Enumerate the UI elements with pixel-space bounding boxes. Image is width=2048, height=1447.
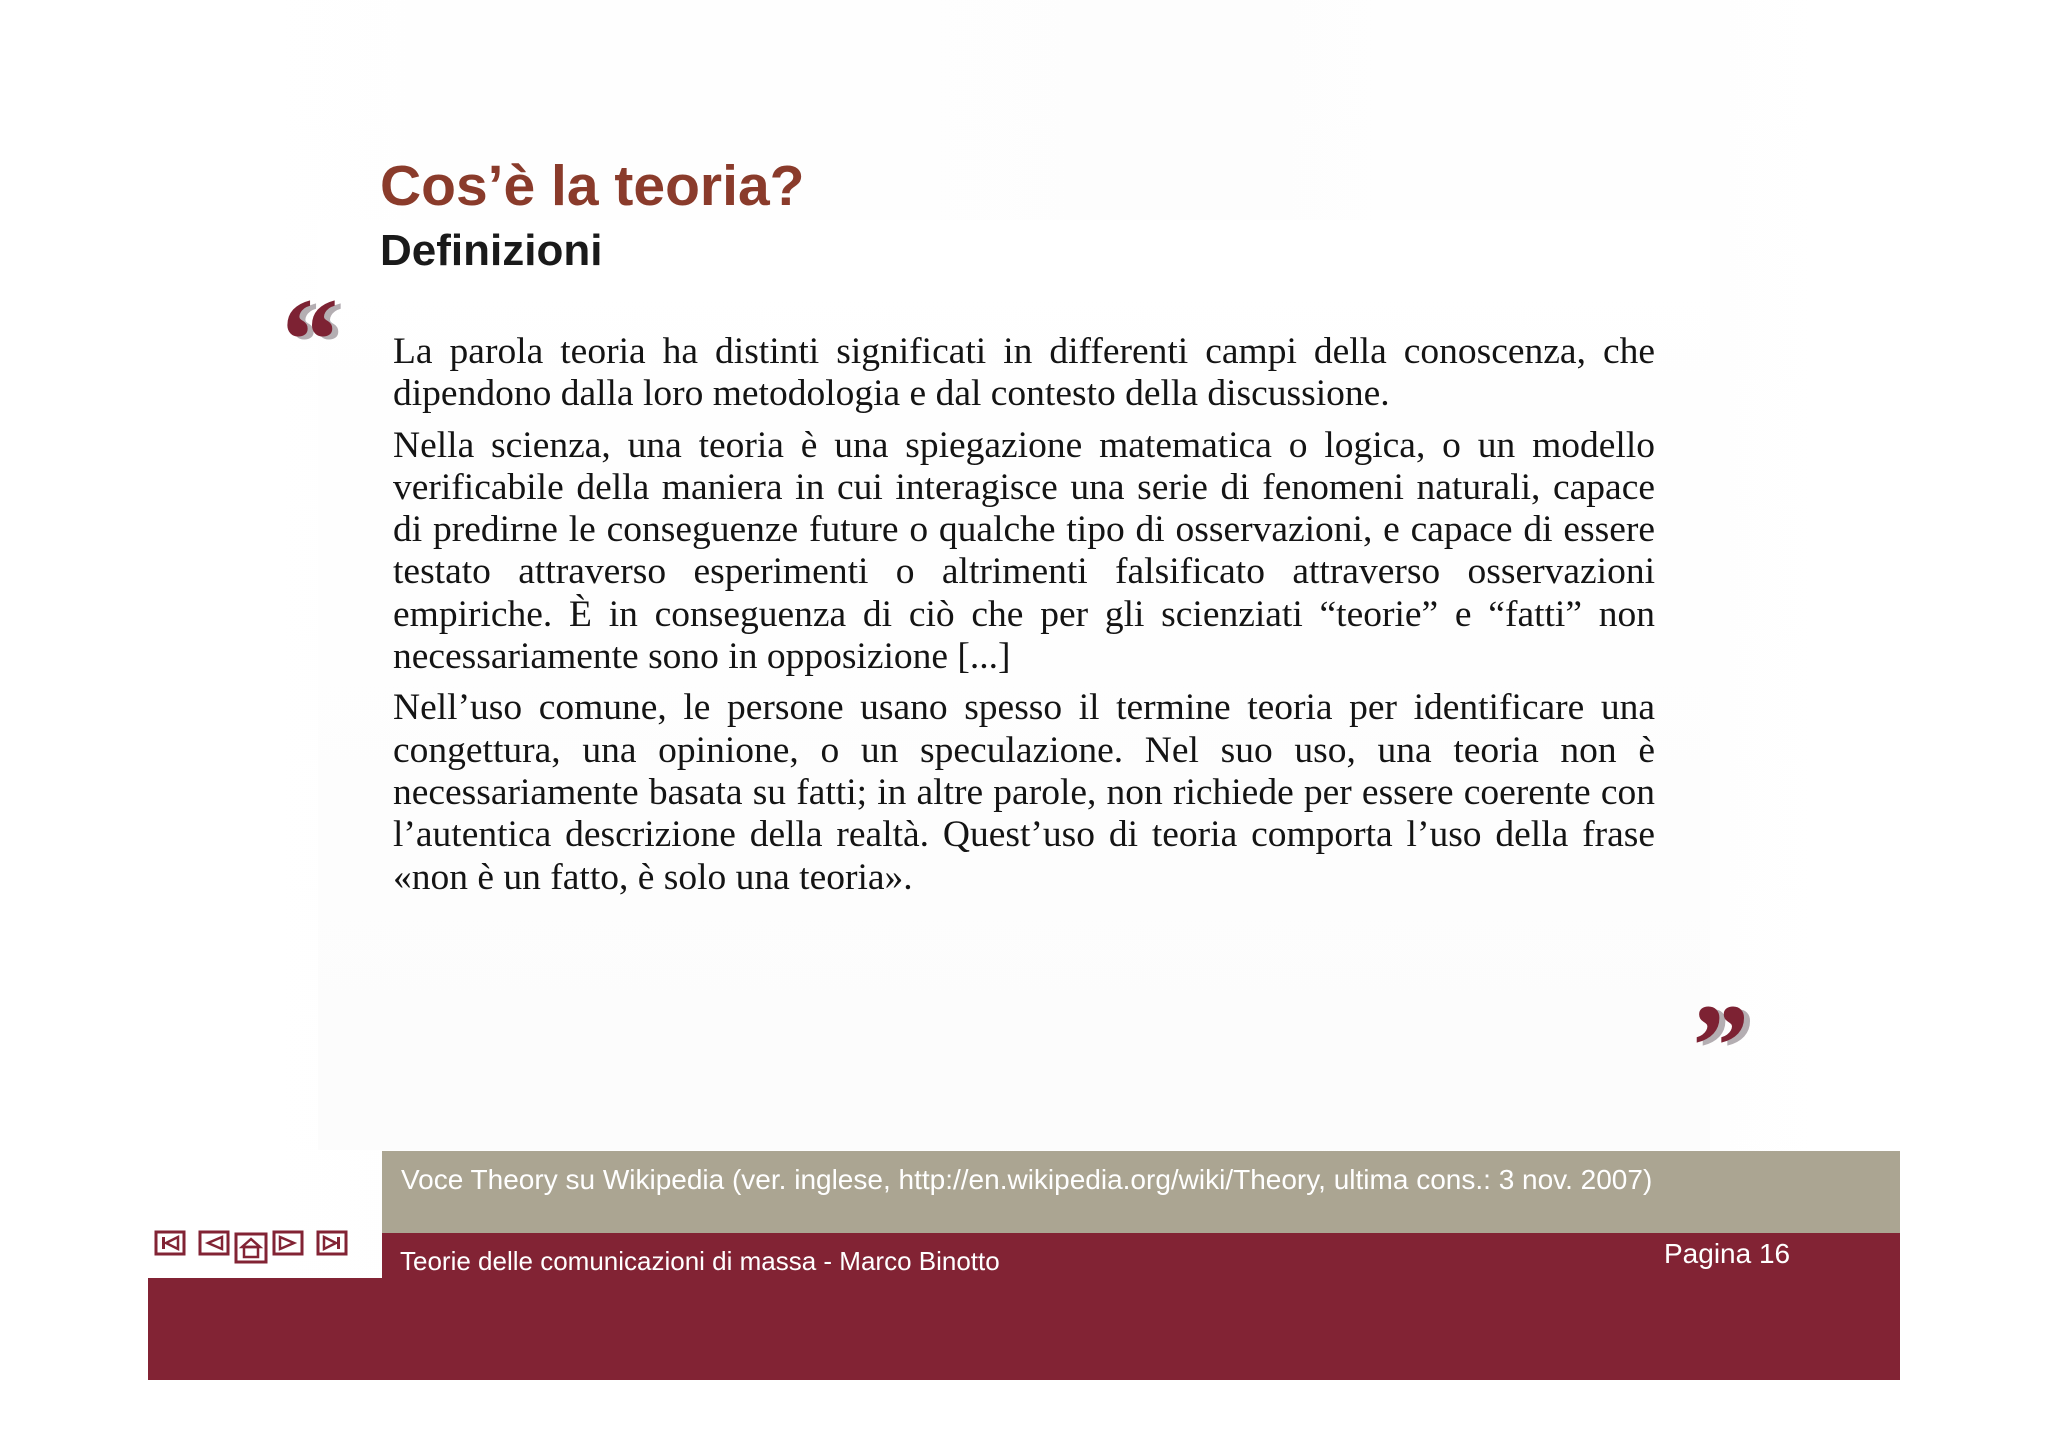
open-quote-icon: “ (276, 273, 336, 406)
first-slide-icon[interactable] (154, 1230, 186, 1256)
quote-paragraph: Nell’uso comune, le persone usano spesso il termine teoria per identificare una congettura, una opinione, o un speculazione. Nel suo uso, una teoria non è necessariamente basata su fatti; in altre parole, non richiede per essere coerente con l’autentica descrizione della realtà. Quest’uso di teoria comporta l’uso della frase «non è un fatto, è solo una teoria». (393, 687, 1655, 898)
last-slide-icon[interactable] (316, 1230, 348, 1256)
slide-title: Cos’è la teoria? (380, 154, 805, 218)
source-citation: Voce Theory su Wikipedia (ver. inglese, http://en.wikipedia.org/wiki/Theory, ultima cons.: 3 nov. 2007) (401, 1164, 1653, 1195)
quote-paragraph: Nella scienza, una teoria è una spiegazione matematica o logica, o un modello verificabile della maniera in cui interagisce una serie di fenomeni naturali, capace di predirne le conseguenze future o qualche tipo di osservazioni, e capace di essere testato attraverso esperimenti o altrimenti falsificato attraverso osservazioni empiriche. È in conseguenza di ciò che per gli scienziati “teorie” e “fatti” non necessariamente sono in opposizione [...] (393, 424, 1655, 678)
footer-base (148, 1278, 1900, 1380)
quote-text (393, 331, 1655, 908)
previous-slide-icon[interactable] (198, 1230, 230, 1256)
slide-navigation (154, 1230, 354, 1264)
page-number: Pagina 16 (1664, 1238, 1791, 1269)
slide-subtitle: Definizioni (380, 226, 603, 275)
next-slide-icon[interactable] (272, 1230, 304, 1256)
home-icon[interactable] (234, 1232, 268, 1258)
footer-course-title: Teorie delle comunicazioni di massa - Marco Binotto (400, 1246, 1000, 1276)
close-quote-icon: ” (1686, 979, 1746, 1112)
quote-paragraph: La parola teoria ha distinti significati in differenti campi della conoscenza, che dipendono dalla loro metodologia e dal contesto della discussione. (393, 331, 1655, 415)
